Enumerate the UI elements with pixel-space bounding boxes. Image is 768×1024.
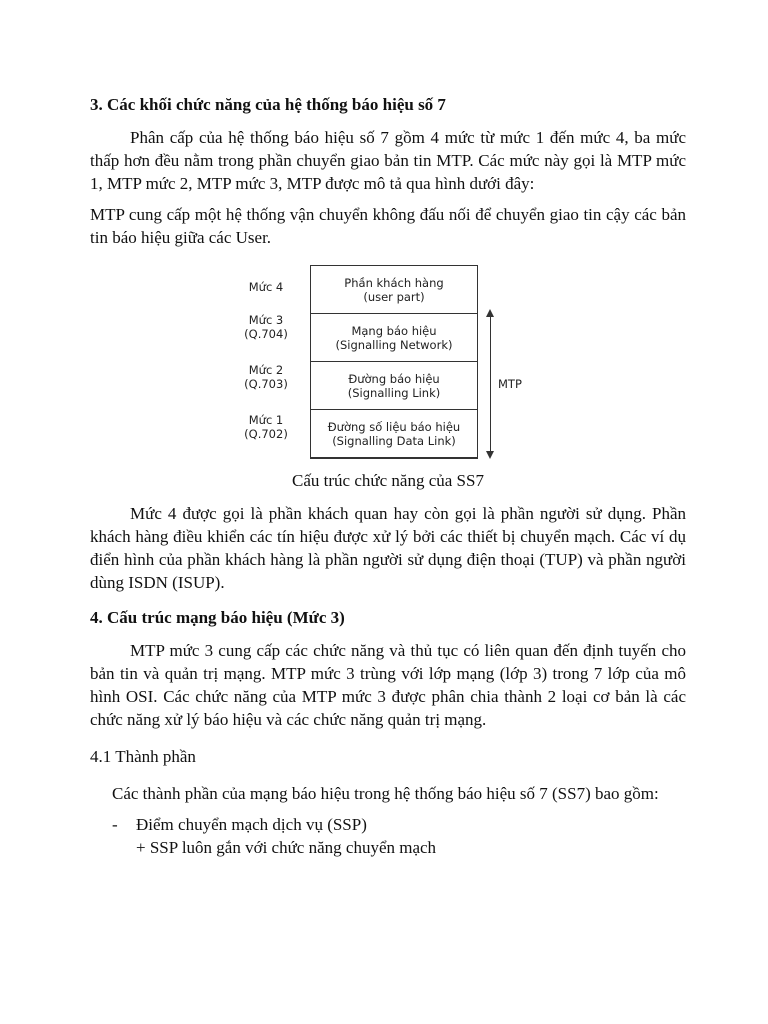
box-title: Mạng báo hiệu (351, 323, 437, 338)
section-3-paragraph-2: MTP cung cấp một hệ thống vận chuyển không đấu nối để chuyển giao tin cậy các bản tin báo hiệu giữa các User. (90, 205, 686, 247)
section-4-paragraph-1: MTP mức 3 cung cấp các chức năng và thủ tục có liên quan đến định tuyến cho bản tin và quản trị mạng. MTP mức 3 trùng với lớp mạng (lớp 3) trong 7 lớp của mô hình OSI. Các chức năng của MTP mức 3 được phân chia thành 2 loại cơ bản là các chức năng xử lý báo hiệu và các chức năng quản trị mạng. (90, 641, 686, 729)
level-name: Mức 2 (248, 363, 284, 377)
section-3-paragraph-1: Phân cấp của hệ thống báo hiệu số 7 gồm 4 mức từ mức 1 đến mức 4, ba mức thấp hơn đều nằm trong phần chuyển giao bản tin MTP. Các mức này gọi là MTP mức 1, MTP mức 2, MTP mức 3, MTP được mô tả qua hình dưới đây: (90, 128, 686, 193)
subsection-4-1-heading: 4.1 Thành phần (90, 747, 196, 766)
level-name: Mức 1 (248, 413, 284, 427)
box-signalling-link (311, 362, 477, 410)
figure-caption: Cấu trúc chức năng của SS7 (292, 471, 484, 490)
box-user-part (311, 266, 477, 314)
bullet-ssp-sub: + SSP luôn gắn với chức năng chuyển mạch (136, 838, 437, 857)
box-signalling-data-link (311, 410, 477, 457)
bullet-dash: - (112, 815, 118, 834)
box-title: Đường số liệu báo hiệu (327, 419, 461, 434)
layer-stack (310, 265, 478, 459)
box-subtitle: (Signalling Data Link) (332, 433, 456, 448)
bullet-ssp: Điểm chuyển mạch dịch vụ (SSP) (136, 815, 367, 834)
box-subtitle: (Signalling Network) (335, 337, 453, 352)
section-4-paragraph-2: Các thành phần của mạng báo hiệu trong hệ thống báo hiệu số 7 (SS7) bao gồm: (112, 784, 659, 803)
level-4-label (240, 280, 292, 294)
box-signalling-network (311, 314, 477, 362)
arrow-down-icon (486, 451, 494, 459)
box-subtitle: (Signalling Link) (347, 385, 441, 400)
ss7-structure-diagram (90, 265, 686, 465)
level-ref: (Q.704) (244, 327, 288, 341)
level-ref: (Q.702) (244, 427, 288, 441)
section-4-heading: 4. Cấu trúc mạng báo hiệu (Mức 3) (90, 608, 345, 627)
box-title: Đường báo hiệu (348, 371, 440, 386)
level-name: Mức 3 (248, 313, 284, 327)
level-name: Mức 4 (248, 280, 284, 294)
paragraph-level-4: Mức 4 được gọi là phần khách quan hay còn gọi là phần người sử dụng. Phần khách hàng điều khiển các tín hiệu được xử lý bởi các thiết bị chuyển mạch. Các ví dụ điển hình của phần khách hàng là phần người sử dụng điện thoại (TUP) và phần người dùng ISDN (ISUP). (90, 504, 686, 592)
list-item (90, 813, 686, 859)
section-3-heading: 3. Các khối chức năng của hệ thống báo hiệu số 7 (90, 95, 446, 114)
mtp-bracket-line (490, 315, 491, 457)
box-title: Phần khách hàng (344, 275, 444, 290)
level-1-label (240, 413, 292, 441)
document-page (90, 90, 686, 859)
mtp-label: MTP (498, 377, 522, 391)
level-2-label (240, 363, 292, 391)
level-ref: (Q.703) (244, 377, 288, 391)
level-3-label (240, 313, 292, 341)
box-subtitle: (user part) (363, 289, 425, 304)
